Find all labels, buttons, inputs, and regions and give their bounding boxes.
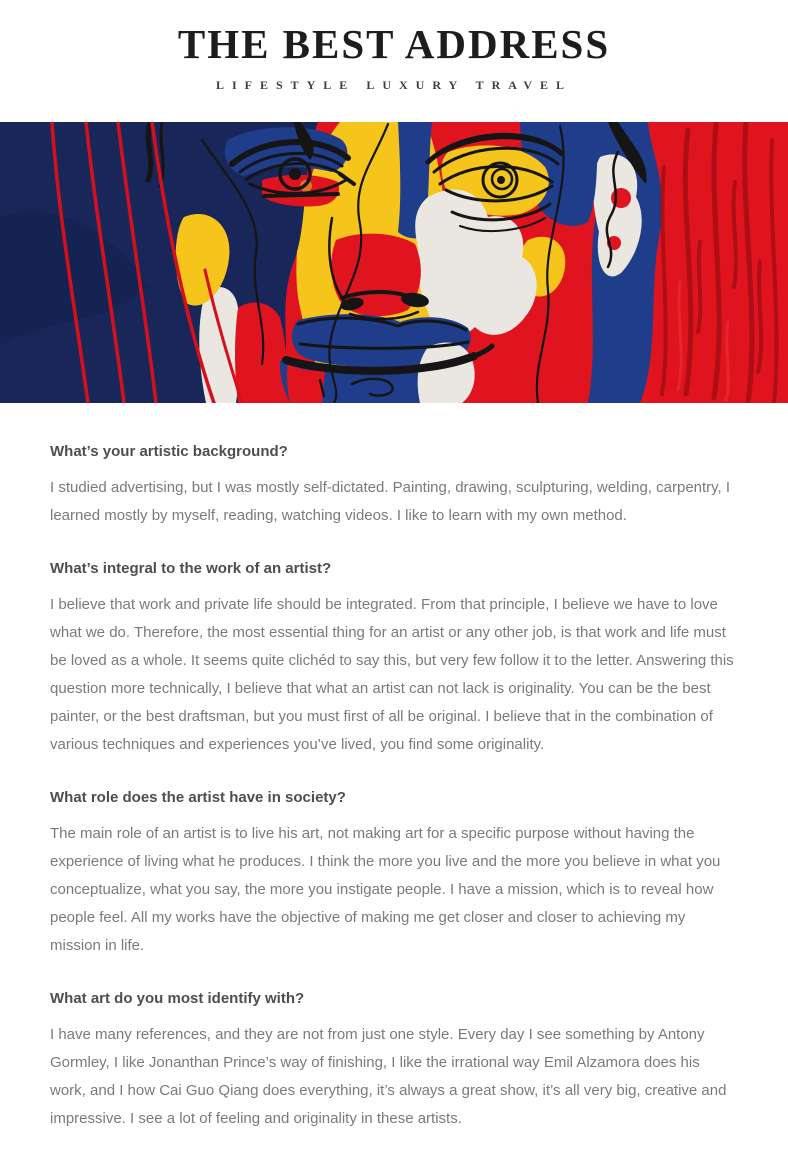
question-heading: What’s your artistic background? [50, 443, 288, 460]
masthead [0, 0, 788, 122]
answer-paragraph: I believe that work and private life should be integrated. From that principle, I believe we have to love what we do. Therefore, the most essential thing for an artist or any other job, is that work and life must be loved as a whole. It seems quite clichéd to say this, but very few follow it to the letter. Answering this question more technically, I believe that what an artist can not lack is originality. You can be the best painter, or the best draftsman, but you must first of all be original. I believe that in the combination of various techniques and experiences you’ve lived, you find some originality. [50, 596, 734, 753]
site-logo: THE BEST ADDRESS [177, 21, 611, 67]
answer-paragraph: I studied advertising, but I was mostly self-dictated. Painting, drawing, sculpturing, welding, carpentry, I learned mostly by myself, reading, watching videos. I like to learn with my own method. [50, 479, 731, 524]
answer-paragraph: I have many references, and they are not from just one style. Every day I see something by Antony Gormley, I like Jonanthan Prince’s way of finishing, I like the irrational way Emil Alzamora does his work, and I how Cai Guo Qiang does everything, it’s always a great show, it’s all very big, creative and impressive. I see a lot of feeling and originality in these artists. [50, 1026, 727, 1127]
site-tagline: LIFESTYLE LUXURY TRAVEL [215, 78, 573, 93]
hero-artwork-image [0, 122, 788, 403]
qa-block [50, 990, 738, 1133]
qa-block [50, 789, 738, 960]
answer-paragraph: The main role of an artist is to live his art, not making art for a specific purpose without having the experience of living what he produces. I think the more you live and the more you believe in what you conceptualize, what you say, the more you instigate people. I have a mission, which is to reveal how people feel. All my works have the objective of making me get closer and closer to achieving my mission in life. [50, 825, 721, 954]
interview-article [0, 403, 788, 1167]
question-heading: What role does the artist have in society? [50, 789, 346, 806]
abstract-portrait-illustration [0, 122, 788, 403]
question-heading: What art do you most identify with? [50, 990, 305, 1007]
question-heading: What’s integral to the work of an artist? [50, 560, 332, 577]
qa-block [50, 560, 738, 759]
qa-block [50, 443, 738, 530]
